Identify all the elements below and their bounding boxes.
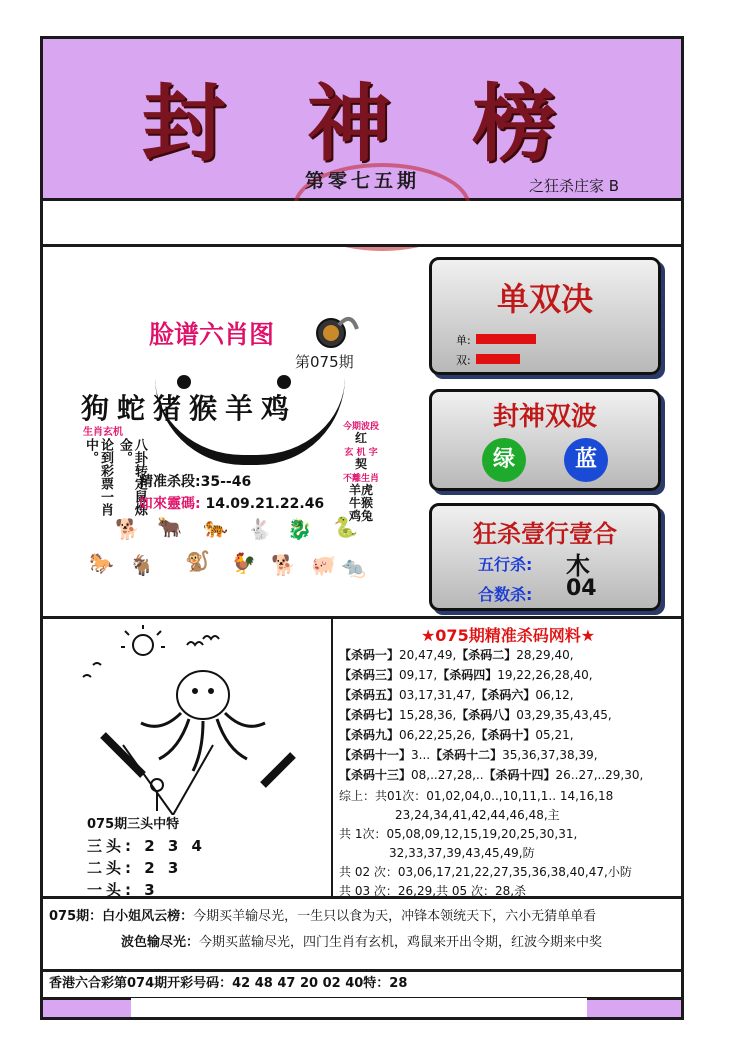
pig-icon: 🐖 [311, 553, 336, 577]
kill-code-value: 05,21, [535, 728, 574, 742]
kill-code-value: 09,17, [399, 668, 438, 682]
zodiac-mystery-text-a: 论到彩票一肖中。 [83, 438, 113, 516]
double-wave-title: 封神双波 [492, 402, 597, 432]
kill-codes-title [343, 623, 673, 646]
odd-even-title: 单双决 [496, 280, 593, 318]
kill-code-value: 26..27,..29,30, [555, 768, 644, 782]
kill-code-label: 【杀码五】 [339, 688, 400, 702]
tiger-icon: 🐅 [203, 515, 228, 539]
kill-code-value: 03,17,31,47, [399, 688, 476, 702]
wuxing-value: 木 [566, 552, 590, 580]
wave-mystery-box [335, 419, 387, 523]
kill-codes-list [339, 645, 679, 785]
kill-code-label: 【杀码一】 [339, 648, 400, 662]
footer-line-1-tag: 075期：白小姐风云榜： [49, 909, 194, 924]
kill-code-value: 15,28,36, [399, 708, 457, 722]
kill-segment: 精准杀段:35--46 [139, 474, 252, 490]
kill-code-label: 【杀码九】 [339, 728, 400, 742]
head-row-label: 一头: [87, 881, 135, 899]
buy-code [139, 493, 324, 513]
footer-line-1 [49, 905, 596, 924]
kill-code-row [339, 665, 679, 685]
draw-result: 香港六合彩第074期开彩号码：42 48 47 20 02 40特：28 [43, 969, 681, 997]
kill-code-row [339, 705, 679, 725]
poster-frame [40, 36, 684, 1020]
kill-code-value: 08,..27,28,.. [411, 768, 484, 782]
wuxing-label: 五行杀: [478, 555, 533, 574]
kill-code-value: 20,47,49, [399, 648, 457, 662]
monkey-icon: 🐒 [185, 549, 210, 573]
bottom-blank-box [131, 998, 587, 1020]
head-row-value: 2 3 4 [144, 837, 206, 855]
kill-code-label: 【杀码二】 [456, 648, 517, 662]
kill-code-value: 35,36,37,38,39, [502, 748, 598, 762]
kill-code-label: 【杀码十三】 [339, 768, 412, 782]
lower-section [43, 619, 681, 899]
even-label: 双: [456, 354, 471, 367]
summary-line: 32,33,37,39,43,45,49,防 [389, 846, 535, 860]
element-panel [429, 503, 661, 611]
kill-code-value: 19,22,26,28,40, [497, 668, 593, 682]
even-bar [476, 354, 520, 364]
fixed-zodiac-value: 羊虎牛猴鸡兔 [348, 483, 373, 523]
odd-even-panel [429, 257, 661, 375]
odd-label: 单: [456, 334, 471, 347]
wave-value: 红 [354, 431, 367, 445]
star-icon: ★ [580, 626, 596, 645]
dragon-icon: 🐉 [287, 517, 312, 541]
bottom-banner [43, 997, 681, 1020]
lock-icon [315, 311, 361, 351]
blue-wave-ball: 蓝 [564, 438, 608, 482]
middle-section [43, 247, 681, 619]
summary-line: 综上：共01次：01,02,04,0..,10,11,1.. 14,16,18 [339, 789, 614, 803]
kill-code-label: 【杀码八】 [456, 708, 517, 722]
footer-line-2 [121, 931, 602, 950]
animal-illustrations [85, 515, 381, 595]
odd-bar [476, 334, 536, 344]
kill-code-value: 06,12, [535, 688, 574, 702]
buy-code-value: 14.09.21.22.46 [205, 496, 325, 512]
head-row-label: 三头: [87, 837, 135, 855]
ox-icon: 🐂 [157, 515, 182, 539]
green-wave-ball: 绿 [482, 438, 526, 482]
footer-rhymes [43, 899, 681, 969]
kill-code-label: 【杀码三】 [339, 668, 400, 682]
kill-code-value: 28,29,40, [516, 648, 574, 662]
blank-strip [43, 201, 681, 247]
three-heads-row [87, 835, 206, 856]
fixed-zodiac-label: 不離生肖 [342, 474, 379, 484]
head-row-value: 2 3 [144, 859, 183, 877]
kill-code-value: 3... [411, 748, 431, 762]
zodiac-row: 狗蛇猪猴羊鸡 [81, 392, 298, 425]
poster-title: 封 神 榜 [141, 74, 583, 173]
mystery-char-value: 契 [354, 457, 367, 471]
kill-code-label: 【杀码十】 [475, 728, 536, 742]
horse-icon: 🐎 [89, 551, 114, 575]
rooster-icon: 🐓 [231, 551, 256, 575]
summary-line: 共 1次：05,08,09,12,15,19,20,25,30,31, [339, 827, 578, 841]
two-heads-row [87, 857, 182, 878]
zodiac-mystery-text-b: 八卦转定鼠炼金。 [116, 438, 147, 516]
heshu-label: 合数杀: [478, 585, 533, 604]
kill-codes-title-text: 075期精准杀码网料 [435, 626, 581, 645]
face-period: 第075期 [295, 353, 354, 371]
head-row-value: 3 [144, 881, 159, 899]
kill-code-row [339, 765, 679, 785]
kill-code-label: 【杀码四】 [437, 668, 498, 682]
footer-line-2-tag: 波色输尽光： [121, 935, 200, 950]
kill-code-label: 【杀码十一】 [339, 748, 412, 762]
zodiac-mystery-label: 生肖玄机 [83, 427, 123, 438]
face-chart-title: 脸谱六肖图 [149, 320, 275, 349]
double-wave-panel [429, 389, 661, 491]
buy-code-label: 如來靈碼: [139, 496, 201, 512]
kill-code-label: 【杀码十四】 [483, 768, 556, 782]
kill-code-label: 【杀码六】 [475, 688, 536, 702]
kill-code-label: 【杀码十二】 [430, 748, 503, 762]
kill-code-row [339, 725, 679, 745]
goat-icon: 🐐 [129, 553, 154, 577]
kill-code-row [339, 745, 679, 765]
star-icon: ★ [420, 626, 436, 645]
header-banner [43, 39, 681, 201]
heshu-value: 04 [566, 576, 597, 601]
element-title: 狂杀壹行壹合 [473, 519, 617, 548]
rat-icon: 🐀 [341, 555, 366, 579]
summary-line: 23,24,34,41,42,44,46,48,主 [395, 808, 560, 822]
summary-line: 共 03 次：26,29,共 05 次：28,杀 [339, 884, 527, 898]
kill-code-value: 03,29,35,43,45, [516, 708, 612, 722]
poster-subtitle: 之狂杀庄家 B [528, 177, 619, 195]
snake-icon: 🐍 [333, 515, 358, 539]
footer-line-1-text: 今期买羊输尽光，一生只以食为天，冲锋本领统天下，六小无猜单单看 [193, 909, 597, 924]
one-head-row [87, 879, 159, 900]
dog-icon: 🐕 [115, 517, 140, 541]
head-row-label: 二头: [87, 859, 135, 877]
wave-label: 今期波段 [342, 422, 379, 432]
kill-code-row [339, 685, 679, 705]
summary-line: 共 02 次：03,06,17,21,22,27,35,36,38,40,47,小防 [339, 865, 632, 879]
dog2-icon: 🐕 [271, 553, 296, 577]
kill-code-label: 【杀码七】 [339, 708, 400, 722]
kill-code-value: 06,22,25,26, [399, 728, 476, 742]
rabbit-icon: 🐇 [247, 517, 272, 541]
mystery-char-label: 玄 机 字 [344, 448, 378, 458]
issue-number: 第零七五期 [305, 170, 421, 192]
three-heads-title: 075期三头中特 [87, 817, 180, 832]
smile-mouth [155, 377, 345, 465]
summary-lines [339, 787, 679, 901]
kill-code-row [339, 645, 679, 665]
footer-line-2-text: 今期买蓝输尽光，四门生肖有玄机，鸡鼠来开出令期，红波今期来中奖 [199, 935, 603, 950]
octopus-illustration [63, 625, 303, 815]
lower-divider [331, 619, 333, 896]
